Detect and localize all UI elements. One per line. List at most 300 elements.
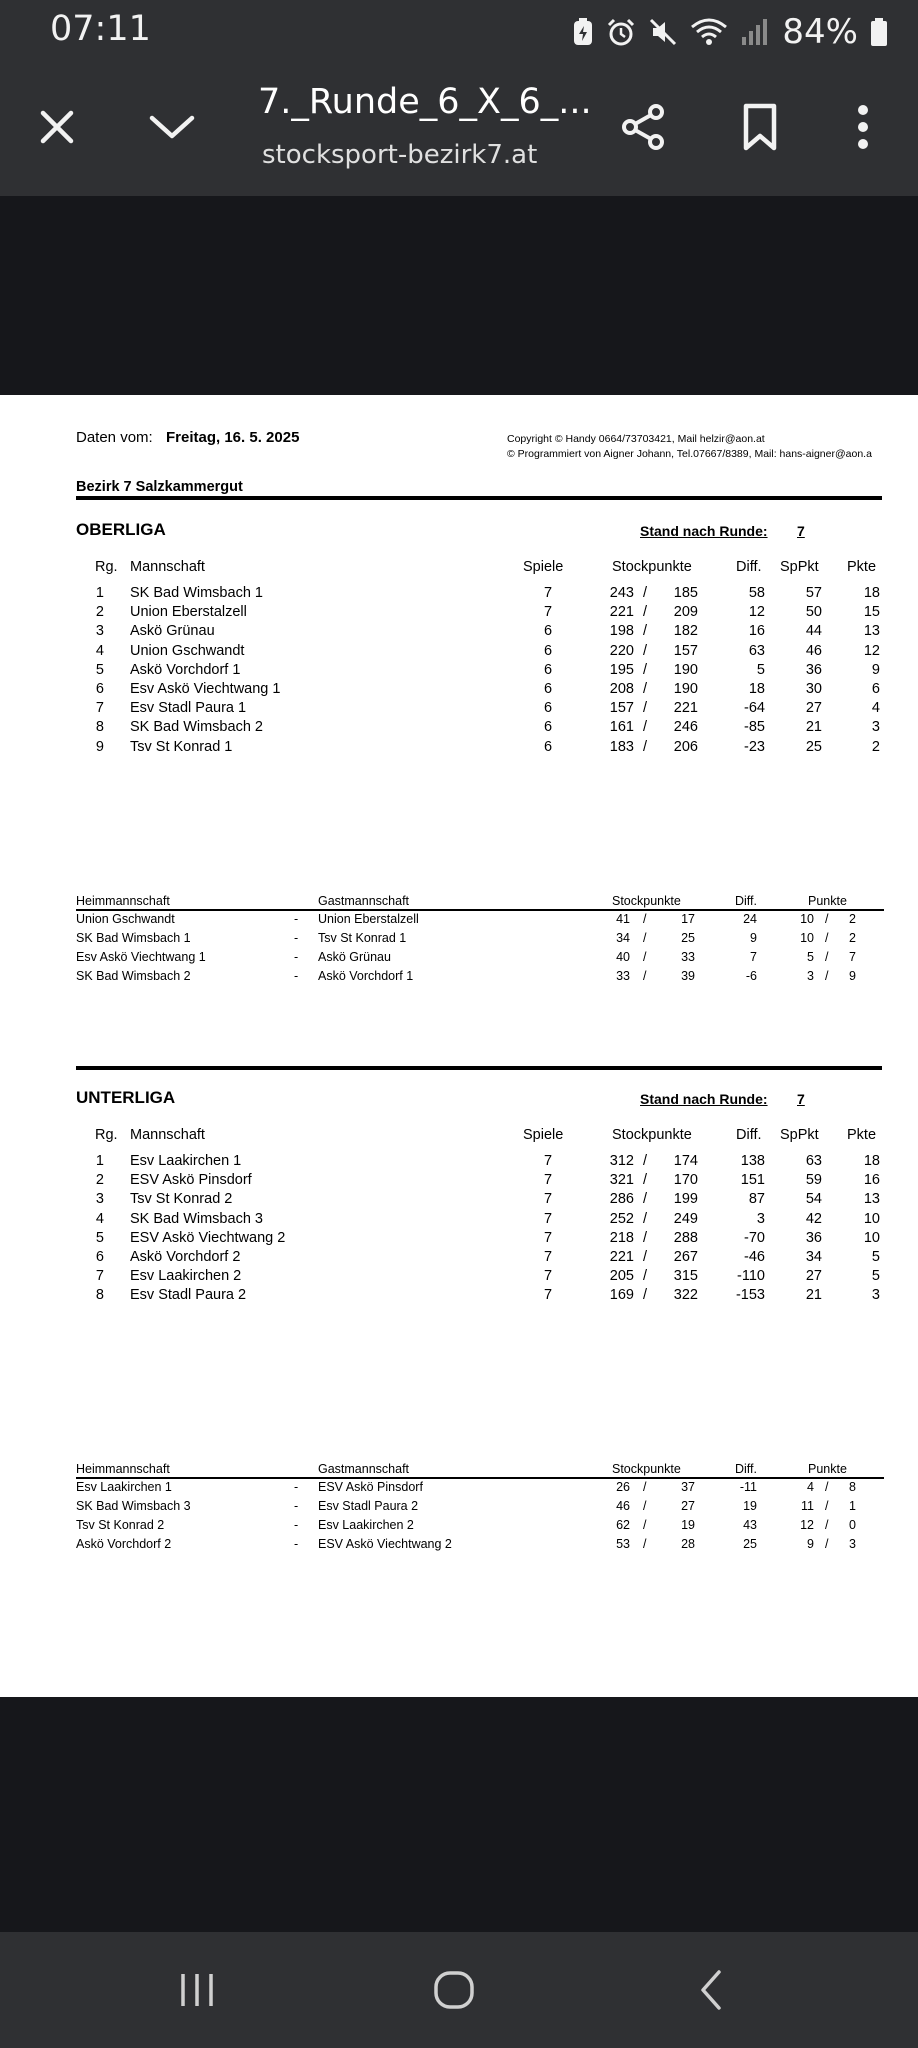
match-score-guest: 39 [681, 969, 695, 983]
match-guest: Esv Laakirchen 2 [318, 1518, 414, 1532]
header-stockpunkte: Stockpunkte [612, 1127, 692, 1143]
signal-icon [740, 17, 768, 47]
standing-team: Tsv St Konrad 2 [130, 1191, 233, 1208]
match-slash: / [825, 912, 829, 926]
pdf-page [0, 395, 918, 1697]
match-diff: 43 [743, 1518, 757, 1532]
standing-diff: -110 [737, 1268, 765, 1285]
match-separator: - [294, 969, 299, 983]
recent-apps-icon [177, 1970, 217, 2010]
standing-diff: -64 [744, 700, 765, 717]
battery-saver-icon [572, 17, 594, 47]
standing-team: Union Gschwandt [130, 642, 245, 659]
stand-label: Stand nach Runde: [640, 523, 768, 539]
browser-toolbar [0, 60, 918, 196]
more-options-button[interactable] [828, 92, 898, 162]
standing-slash: / [643, 1268, 648, 1285]
standing-diff: 3 [756, 1210, 765, 1227]
match-diff: 9 [750, 931, 757, 945]
match-score-home: 34 [616, 931, 630, 945]
match-guest: Union Eberstalzell [318, 912, 419, 926]
share-icon [618, 102, 668, 152]
header-rank: Rg. [95, 1127, 118, 1143]
standing-rank: 8 [95, 719, 104, 736]
standing-games: 6 [543, 642, 553, 659]
match-separator: - [294, 1499, 299, 1513]
standing-games: 7 [543, 1153, 553, 1169]
match-header-home: Heimmannschaft [76, 1462, 170, 1476]
standing-points-against: 199 [673, 1191, 698, 1208]
standing-games: 6 [543, 681, 553, 697]
standing-diff: 16 [748, 623, 765, 640]
standing-points-against: 190 [673, 661, 698, 678]
district-title: Bezirk 7 Salzkammergut [76, 479, 243, 495]
standing-slash: / [643, 700, 648, 717]
match-score-guest: 28 [681, 1537, 695, 1551]
match-slash: / [825, 931, 829, 945]
collapse-button[interactable] [137, 92, 207, 162]
standing-points-against: 246 [673, 719, 698, 736]
match-diff: -11 [739, 1480, 757, 1494]
alarm-icon [606, 17, 636, 47]
standing-diff: 5 [756, 661, 765, 678]
standing-diff: 138 [740, 1153, 765, 1169]
standing-pkte: 18 [863, 585, 880, 601]
navigation-bar [0, 1932, 918, 2048]
match-separator: - [294, 1537, 299, 1551]
standing-diff: 12 [748, 604, 765, 621]
match-diff: -6 [745, 969, 757, 983]
match-header-punkte: Punkte [808, 894, 847, 908]
standing-sppkt: 63 [805, 1153, 822, 1169]
match-home: Askö Vorchdorf 2 [76, 1537, 172, 1551]
standing-team: Esv Laakirchen 2 [130, 1268, 242, 1285]
match-diff: 25 [743, 1537, 757, 1551]
match-points-guest: 8 [849, 1480, 856, 1494]
standing-points-for: 286 [609, 1191, 634, 1208]
match-header-diff: Diff. [735, 1462, 757, 1476]
match-home: Esv Askö Viechtwang 1 [76, 950, 206, 964]
match-score-home: 26 [616, 1480, 630, 1494]
match-guest: ESV Askö Pinsdorf [318, 1480, 423, 1494]
standing-games: 7 [543, 585, 553, 601]
match-score-home: 33 [616, 969, 630, 983]
mute-icon [648, 17, 678, 47]
header-rule [76, 496, 882, 500]
match-home: Esv Laakirchen 1 [76, 1480, 172, 1494]
match-score-home: 40 [616, 950, 630, 964]
match-slash: / [825, 1480, 829, 1494]
standing-sppkt: 57 [805, 585, 822, 601]
bookmark-button[interactable] [725, 92, 795, 162]
match-score-guest: 27 [681, 1499, 695, 1513]
match-home: Union Gschwandt [76, 912, 175, 926]
back-button[interactable] [672, 1960, 752, 2020]
standing-sppkt: 36 [805, 1229, 822, 1246]
match-slash: / [643, 950, 647, 964]
standing-pkte: 13 [863, 623, 880, 640]
standing-pkte: 6 [871, 681, 880, 697]
match-home: SK Bad Wimsbach 1 [76, 931, 191, 945]
standing-games: 6 [543, 700, 553, 717]
standing-rank: 5 [95, 661, 104, 678]
standing-rank: 8 [95, 1287, 104, 1304]
match-separator: - [294, 1518, 299, 1532]
standing-sppkt: 27 [805, 1268, 822, 1285]
match-separator: - [294, 1480, 299, 1494]
match-score-home: 62 [616, 1518, 630, 1532]
standing-diff: 63 [748, 642, 765, 659]
standing-games: 7 [543, 1172, 553, 1189]
header-rank: Rg. [95, 559, 118, 575]
standing-points-for: 183 [609, 738, 634, 755]
match-slash: / [825, 969, 829, 983]
standing-sppkt: 46 [805, 642, 822, 659]
header-sppkt: SpPkt [780, 1127, 819, 1143]
match-header-guest: Gastmannschaft [318, 894, 410, 908]
standing-pkte: 3 [871, 1287, 880, 1304]
standing-slash: / [643, 1229, 648, 1246]
standing-games: 6 [543, 738, 553, 755]
match-slash: / [643, 1537, 647, 1551]
match-header-rule [76, 1477, 884, 1479]
match-home: Tsv St Konrad 2 [76, 1518, 165, 1532]
status-bar [0, 0, 918, 60]
standing-points-for: 161 [609, 719, 634, 736]
standing-points-against: 221 [673, 700, 698, 717]
home-button[interactable] [414, 1960, 494, 2020]
battery-percent: 84% [782, 12, 858, 52]
match-score-home: 41 [616, 912, 630, 926]
match-score-guest: 17 [681, 912, 695, 926]
match-points-home: 9 [807, 1537, 814, 1551]
standing-rank: 3 [95, 623, 104, 640]
match-points-home: 11 [801, 1499, 814, 1513]
standing-team: Askö Grünau [130, 623, 215, 640]
match-guest: Esv Stadl Paura 2 [318, 1499, 419, 1513]
match-header-diff: Diff. [735, 894, 757, 908]
standing-sppkt: 50 [805, 604, 822, 621]
standing-diff: 18 [748, 681, 765, 697]
match-slash: / [643, 1518, 647, 1532]
standing-slash: / [643, 642, 648, 659]
standing-sppkt: 44 [805, 623, 822, 640]
standing-rank: 5 [95, 1229, 104, 1246]
standing-slash: / [643, 1172, 648, 1189]
standing-points-against: 209 [673, 604, 698, 621]
match-slash: / [643, 1480, 647, 1494]
match-header-rule [76, 909, 884, 911]
back-icon [697, 1968, 727, 2012]
standing-slash: / [643, 681, 648, 697]
standing-points-for: 252 [609, 1210, 634, 1227]
standing-pkte: 3 [871, 719, 880, 736]
standing-team: Askö Vorchdorf 2 [130, 1249, 241, 1265]
standing-points-against: 174 [673, 1153, 698, 1169]
match-points-home: 10 [800, 912, 814, 926]
standing-diff: -70 [744, 1229, 765, 1246]
standing-sppkt: 36 [805, 661, 822, 678]
match-slash: / [643, 969, 647, 983]
standing-sppkt: 42 [805, 1210, 822, 1227]
standing-team: ESV Askö Viechtwang 2 [130, 1229, 286, 1246]
standing-slash: / [643, 1153, 648, 1169]
standing-points-for: 243 [609, 585, 634, 601]
match-points-guest: 2 [849, 931, 856, 945]
standing-rank: 7 [95, 700, 104, 717]
standing-slash: / [643, 661, 648, 678]
match-points-home: 4 [807, 1480, 814, 1494]
match-diff: 19 [743, 1499, 757, 1513]
header-pkte: Pkte [847, 1127, 877, 1143]
more-vert-icon [856, 103, 870, 151]
match-points-guest: 9 [849, 969, 856, 983]
header-team: Mannschaft [130, 1127, 205, 1143]
standing-rank: 7 [95, 1268, 104, 1285]
standing-diff: 151 [740, 1172, 765, 1189]
standing-rank: 1 [95, 1153, 104, 1169]
standing-games: 6 [543, 661, 553, 678]
standing-games: 7 [543, 1287, 553, 1304]
battery-icon [870, 17, 888, 47]
match-score-guest: 37 [681, 1480, 695, 1494]
standing-games: 7 [543, 1268, 553, 1285]
match-points-guest: 7 [849, 950, 856, 964]
header-games: Spiele [523, 559, 564, 575]
match-header-stockpunkte: Stockpunkte [612, 1462, 681, 1476]
standing-pkte: 15 [863, 604, 880, 621]
standing-pkte: 9 [871, 661, 880, 678]
standing-diff: -85 [744, 719, 765, 736]
standing-diff: -23 [744, 738, 765, 755]
standing-points-against: 322 [673, 1287, 698, 1304]
match-guest: Tsv St Konrad 1 [318, 931, 407, 945]
standing-points-for: 157 [609, 700, 634, 717]
standing-diff: -46 [744, 1249, 765, 1265]
document-title: 7._Runde_6_X_6_... [258, 82, 592, 122]
section-rule [76, 1066, 882, 1070]
standing-games: 6 [543, 719, 553, 736]
standing-team: Esv Askö Viechtwang 1 [130, 681, 281, 697]
standing-points-against: 288 [673, 1229, 698, 1246]
standing-points-against: 185 [673, 585, 698, 601]
standing-pkte: 5 [871, 1249, 880, 1265]
standing-slash: / [643, 623, 648, 640]
header-team: Mannschaft [130, 559, 205, 575]
status-time: 07:11 [50, 9, 151, 49]
stand-round: 7 [797, 523, 805, 539]
standing-points-against: 182 [673, 623, 698, 640]
wifi-icon [690, 17, 728, 47]
date-label: Daten vom: [76, 429, 153, 446]
standing-team: Esv Stadl Paura 1 [130, 700, 247, 717]
match-slash: / [825, 1518, 829, 1532]
status-icons [572, 12, 888, 52]
match-slash: / [643, 931, 647, 945]
recent-apps-button[interactable] [157, 1960, 237, 2020]
standing-pkte: 5 [871, 1268, 880, 1285]
standing-pkte: 10 [863, 1210, 880, 1227]
standing-sppkt: 21 [805, 719, 822, 736]
match-score-guest: 25 [681, 931, 695, 945]
standing-sppkt: 54 [805, 1191, 822, 1208]
standing-points-against: 206 [673, 738, 698, 755]
header-diff: Diff. [736, 1127, 762, 1143]
match-diff: 7 [750, 950, 757, 964]
standing-sppkt: 59 [805, 1172, 822, 1189]
standing-diff: 58 [748, 585, 765, 601]
match-slash: / [643, 1499, 647, 1513]
match-score-home: 46 [616, 1499, 630, 1513]
standing-slash: / [643, 1287, 648, 1304]
standing-sppkt: 34 [805, 1249, 822, 1265]
match-slash: / [643, 912, 647, 926]
standing-slash: / [643, 585, 648, 601]
date-value: Freitag, 16. 5. 2025 [166, 429, 300, 446]
standing-team: SK Bad Wimsbach 2 [130, 719, 263, 736]
match-home: SK Bad Wimsbach 3 [76, 1499, 191, 1513]
match-points-home: 5 [807, 950, 814, 964]
match-guest: Askö Grünau [318, 950, 391, 964]
share-button[interactable] [608, 92, 678, 162]
match-points-home: 3 [807, 969, 814, 983]
standing-slash: / [643, 1210, 648, 1227]
standing-games: 7 [543, 1249, 553, 1265]
standing-sppkt: 27 [805, 700, 822, 717]
match-diff: 24 [743, 912, 757, 926]
standing-points-for: 220 [609, 642, 634, 659]
standing-rank: 4 [95, 642, 104, 659]
standing-points-against: 190 [673, 681, 698, 697]
header-pkte: Pkte [847, 559, 877, 575]
league-title: UNTERLIGA [76, 1088, 176, 1107]
header-sppkt: SpPkt [780, 559, 819, 575]
match-score-guest: 33 [681, 950, 695, 964]
standing-points-against: 267 [673, 1249, 698, 1265]
header-games: Spiele [523, 1127, 564, 1143]
standing-points-for: 195 [609, 661, 634, 678]
header-stockpunkte: Stockpunkte [612, 559, 692, 575]
standing-slash: / [643, 604, 648, 621]
standing-sppkt: 25 [805, 738, 822, 755]
match-header-stockpunkte: Stockpunkte [612, 894, 681, 908]
standing-pkte: 13 [863, 1191, 880, 1208]
close-icon [37, 107, 77, 147]
match-header-guest: Gastmannschaft [318, 1462, 410, 1476]
standing-slash: / [643, 738, 648, 755]
standing-team: Esv Laakirchen 1 [130, 1153, 242, 1169]
match-points-home: 12 [800, 1518, 814, 1532]
match-slash: / [825, 950, 829, 964]
standing-rank: 6 [95, 681, 104, 697]
match-separator: - [294, 931, 299, 945]
standing-pkte: 4 [871, 700, 880, 717]
standing-rank: 1 [95, 585, 104, 601]
league-title: OBERLIGA [76, 520, 166, 539]
standing-pkte: 2 [871, 738, 880, 755]
standing-points-for: 221 [609, 1249, 634, 1265]
standing-team: Askö Vorchdorf 1 [130, 661, 241, 678]
standing-points-against: 170 [673, 1172, 698, 1189]
match-points-guest: 1 [849, 1499, 856, 1513]
standing-team: Esv Stadl Paura 2 [130, 1287, 247, 1304]
match-points-guest: 2 [849, 912, 856, 926]
standing-pkte: 18 [863, 1153, 880, 1169]
copyright-line-2: © Programmiert von Aigner Johann, Tel.07667/8389, Mail: hans-aigner@aon.a [507, 448, 872, 460]
standing-points-for: 208 [609, 681, 634, 697]
standing-rank: 4 [95, 1210, 104, 1227]
standing-points-against: 249 [673, 1210, 698, 1227]
standing-points-for: 198 [609, 623, 634, 640]
standing-team: SK Bad Wimsbach 1 [130, 585, 263, 601]
match-guest: ESV Askö Viechtwang 2 [318, 1537, 452, 1551]
match-points-guest: 0 [849, 1518, 856, 1532]
match-points-home: 10 [800, 931, 814, 945]
standing-pkte: 16 [863, 1172, 880, 1189]
match-points-guest: 3 [849, 1537, 856, 1551]
chevron-down-icon [148, 112, 196, 142]
standing-rank: 6 [95, 1249, 104, 1265]
home-icon [432, 1968, 476, 2012]
bookmark-icon [740, 102, 780, 152]
match-header-punkte: Punkte [808, 1462, 847, 1476]
standing-rank: 3 [95, 1191, 104, 1208]
stand-label: Stand nach Runde: [640, 1091, 768, 1107]
match-score-home: 53 [616, 1537, 630, 1551]
standing-points-for: 321 [609, 1172, 634, 1189]
standing-team: Union Eberstalzell [130, 604, 247, 621]
document-url: stocksport-bezirk7.at [262, 140, 538, 170]
standing-diff: -153 [735, 1287, 765, 1304]
header-diff: Diff. [736, 559, 762, 575]
match-home: SK Bad Wimsbach 2 [76, 969, 191, 983]
standing-games: 7 [543, 1229, 553, 1246]
standing-games: 7 [543, 604, 553, 621]
standing-points-for: 169 [609, 1287, 634, 1304]
standing-rank: 2 [95, 1172, 104, 1189]
standing-sppkt: 21 [805, 1287, 822, 1304]
standing-points-for: 205 [609, 1268, 634, 1285]
standing-team: ESV Askö Pinsdorf [130, 1172, 252, 1189]
match-header-home: Heimmannschaft [76, 894, 170, 908]
standing-sppkt: 30 [805, 681, 822, 697]
standing-points-for: 218 [609, 1229, 634, 1246]
standing-points-against: 157 [673, 642, 698, 659]
match-separator: - [294, 950, 299, 964]
standing-pkte: 12 [863, 642, 880, 659]
match-separator: - [294, 912, 299, 926]
standing-points-against: 315 [673, 1268, 698, 1285]
standing-games: 6 [543, 623, 553, 640]
standing-games: 7 [543, 1210, 553, 1227]
match-slash: / [825, 1537, 829, 1551]
standing-team: SK Bad Wimsbach 3 [130, 1210, 263, 1227]
standing-points-for: 312 [609, 1153, 634, 1169]
standing-games: 7 [543, 1191, 553, 1208]
copyright-line-1: Copyright © Handy 0664/73703421, Mail helzir@aon.at [507, 433, 765, 445]
standing-diff: 87 [748, 1191, 765, 1208]
match-slash: / [825, 1499, 829, 1513]
standing-rank: 2 [95, 604, 104, 621]
standing-pkte: 10 [863, 1229, 880, 1246]
standing-rank: 9 [95, 738, 104, 755]
stand-round: 7 [797, 1091, 805, 1107]
standing-slash: / [643, 1249, 648, 1265]
standing-slash: / [643, 1191, 648, 1208]
close-button[interactable] [22, 92, 92, 162]
standing-team: Tsv St Konrad 1 [130, 738, 233, 755]
match-score-guest: 19 [681, 1518, 695, 1532]
